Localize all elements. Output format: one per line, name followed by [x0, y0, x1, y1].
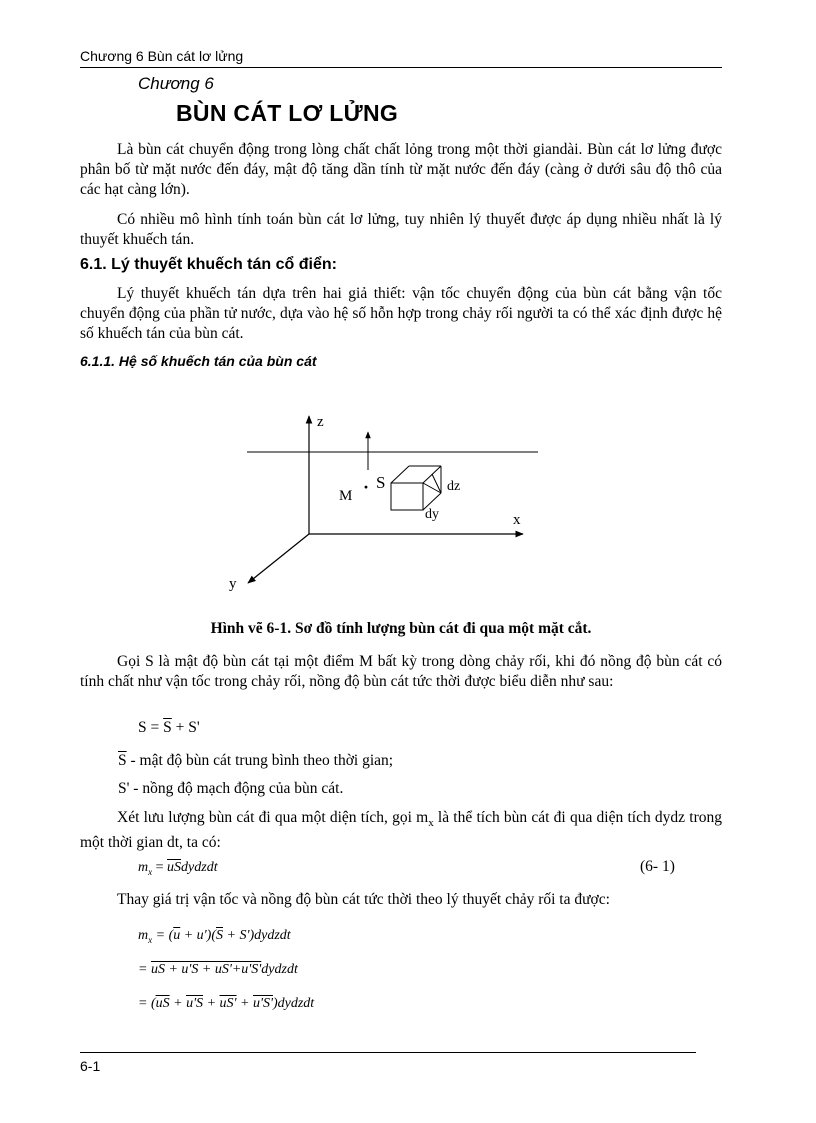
- running-header: Chương 6 Bùn cát lơ lửng: [80, 48, 244, 64]
- dy-label: dy: [425, 507, 439, 522]
- definition-mean: $\overline{S}$ - mật độ bùn cát trung bình theo thời gian;: [118, 752, 394, 769]
- x-axis-label: x: [513, 512, 521, 528]
- point-m-label: M: [339, 488, 353, 504]
- paragraph-flux: Xét lưu lượng bùn cát đi qua một diện tích, gọi $m_x$ là thể tích bùn cát đi qua diện tích dydz trong một thời gian dt, ta có:: [80, 809, 722, 852]
- paragraph-models: Có nhiều mô hình tính toán bùn cát lơ lửng, tuy nhiên lý thuyết được áp dụng nhiều nhất là lý thuyết khuếch tán.: [80, 211, 722, 248]
- equation-expansion-2: = uS + u'S + uS'+u'S'dydzdt: [138, 962, 298, 977]
- equation-number: (6- 1): [640, 858, 675, 875]
- footer-divider: [80, 1052, 696, 1053]
- definition-fluctuation: S' - nồng độ mạch động của bùn cát.: [118, 780, 344, 797]
- paragraph-diffusion-theory: Lý thuyết khuếch tán dựa trên hai giả thiết: vận tốc chuyển động của bùn cát bằng vận tốc chuyển động của phần tử nước, dựa vào hệ số hỗn hợp trong chảy rối người ta có thể xác định được hệ số khuếch tán của bùn cát.: [80, 285, 722, 342]
- z-axis-label: z: [317, 414, 324, 430]
- section-heading: 6.1. Lý thuyết khuếch tán cổ điển:: [80, 256, 337, 273]
- equation-expansion-1: $m_x = (\overline{u} + u')(\overline{S}$ + S')dydzdt: [138, 928, 291, 945]
- paragraph-substitution: Thay giá trị vận tốc và nồng độ bùn cát tức thời theo lý thuyết chảy rối ta được:: [117, 891, 610, 908]
- figure-caption: Hình vẽ 6-1. Sơ đồ tính lượng bùn cát đi qua một mặt cắt.: [210, 620, 592, 637]
- page-number: 6-1: [80, 1058, 101, 1074]
- point-m-dot: ·: [363, 477, 370, 497]
- paragraph-concentration: Gọi S là mật độ bùn cát tại một điểm M bất kỳ trong dòng chảy rối, khi đó nồng độ bùn cát có tính chất như vận tốc trong chảy rối, nồng độ bùn cát tức thời được biểu diễn như sau:: [80, 653, 722, 690]
- equation-expansion-3: = ($\overline{uS} + u'S + uS'$ + u'S')dydzdt: [138, 996, 315, 1011]
- control-volume-cube: [391, 466, 441, 510]
- y-axis: [248, 534, 309, 583]
- chapter-label: Chương 6: [138, 74, 214, 93]
- paragraph-intro: Là bùn cát chuyển động trong lòng chất chất lỏng trong một thời giandài. Bùn cát lơ lửng được phân bố từ mặt nước đến đáy, mật độ tăng dần tính từ mặt nước đến đáy (càng ở dưới sâu độ thô của các hạt càng lớn).: [80, 141, 722, 198]
- dz-label: dz: [447, 479, 461, 494]
- equation-6-1: $m_x$ = $\overline{uS}dydzdt$: [138, 860, 218, 877]
- mean-s-symbol: $\overline{S}$: [163, 719, 172, 736]
- concentration-s-label: S: [376, 473, 386, 492]
- y-axis-label: y: [229, 576, 237, 592]
- subsection-heading: 6.1.1. Hệ số khuếch tán của bùn cát: [80, 353, 317, 369]
- chapter-title: BÙN CÁT LƠ LỬNG: [176, 100, 399, 126]
- equation-decomposition: $S = \overline{S} + S'$: [138, 719, 200, 736]
